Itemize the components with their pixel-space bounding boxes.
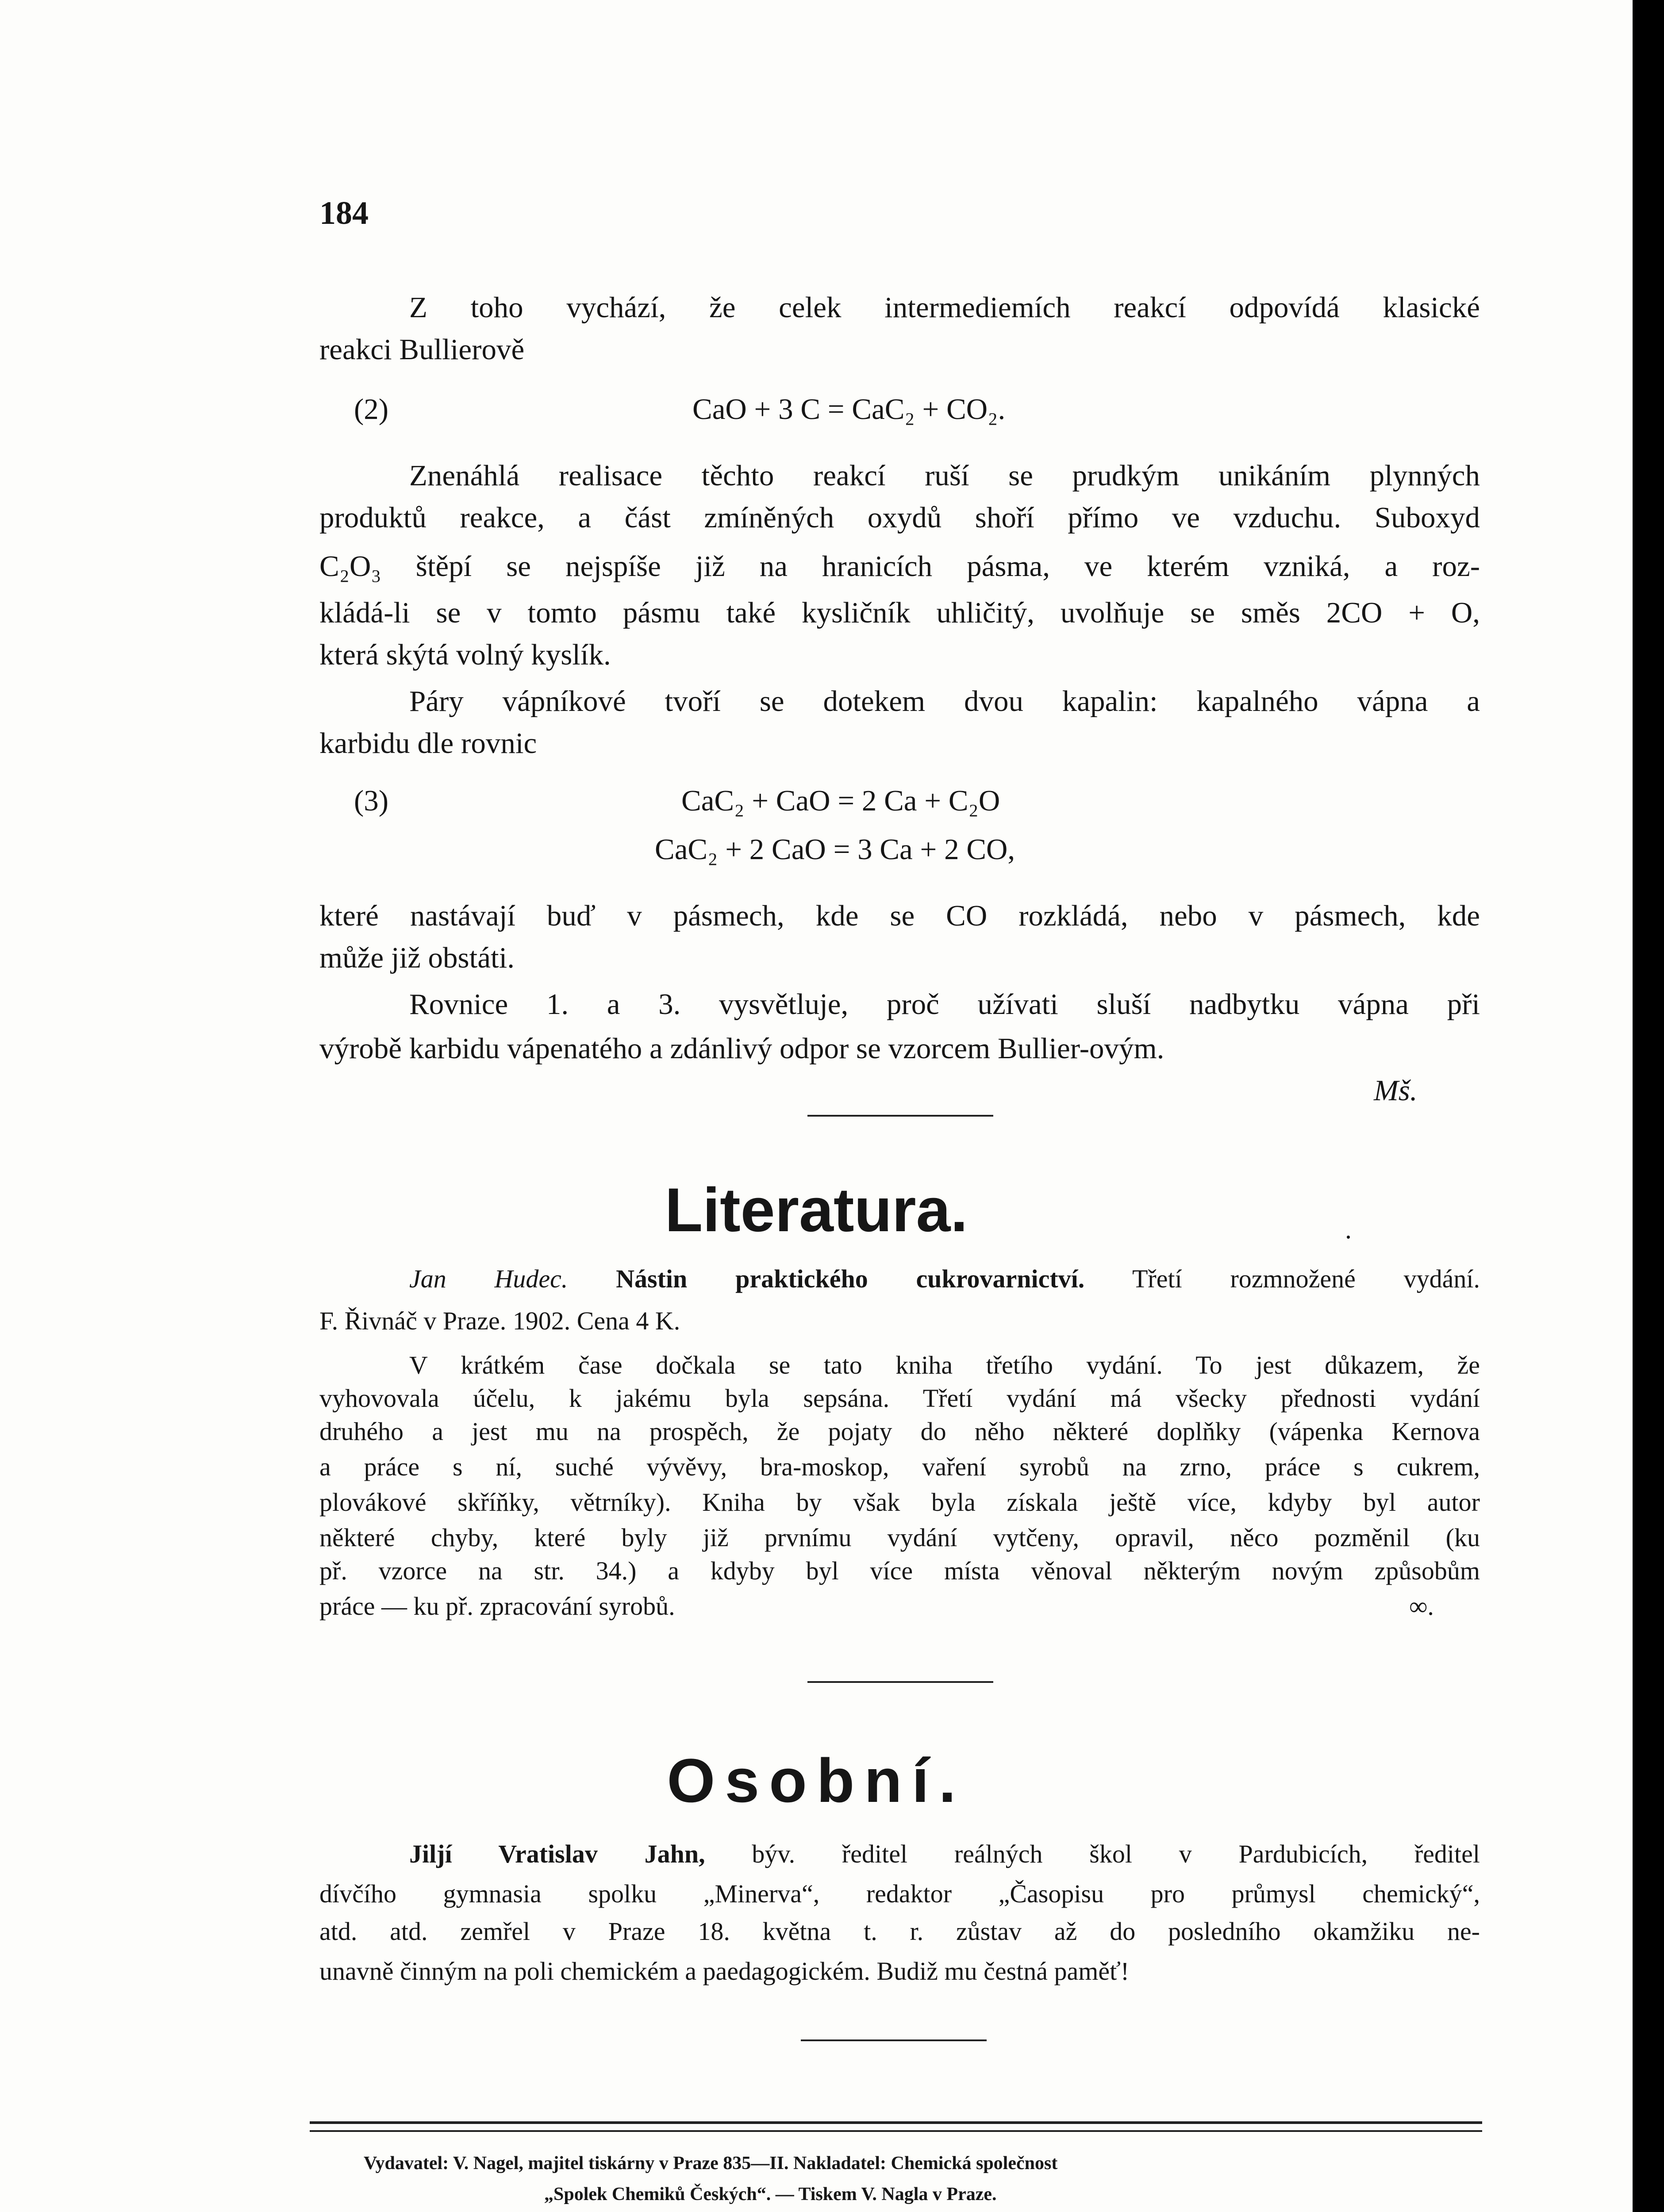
intro-line-2: reakci Bullierově (319, 333, 525, 366)
review-line-7: př. vzorce na str. 34.) a kdyby byl více místa věnoval některým novým způsobům (319, 1556, 1480, 1585)
divider (807, 1681, 993, 1683)
para5-line-1: Rovnice 1. a 3. vysvětluje, proč užívati sluší nadbytku vápna při (409, 988, 1480, 1021)
scan-edge-right (1633, 0, 1664, 2212)
review-line-3: druhého a jest mu na prospěch, že pojaty do něho některé doplňky (vápenka Kernova (319, 1417, 1480, 1446)
footer-rule-top (310, 2121, 1482, 2124)
signature-ms: Mš. (1374, 1074, 1418, 1107)
para2-line-1: Znenáhlá realisace těchto reakcí ruší se prudkým unikáním plynných (409, 459, 1480, 492)
equation-3-formula-2: CaC₂ + 2 CaO = 3 Ca + 2 CO, (655, 833, 1015, 866)
equation-2-label: (2) (354, 393, 389, 426)
book-author: Jan Hudec. (409, 1264, 568, 1293)
divider (801, 2039, 987, 2041)
equation-3-formula-1: CaC₂ + CaO = 2 Ca + C₂O (681, 784, 1000, 817)
equation-3-label: (3) (354, 784, 389, 817)
book-publisher: F. Řivnáč v Praze. 1902. Cena 4 K. (319, 1306, 680, 1335)
para3-line-1: Páry vápníkové tvoří se dotekem dvou kapalin: kapalného vápna a (409, 685, 1480, 718)
review-line-5: plovákové skříňky, větrníky). Kniha by však byla získala ještě více, kdyby byl autor (319, 1488, 1480, 1517)
osobni-line-1 (409, 1838, 1480, 1870)
review-line-4: a práce s ní, suché vývěvy, bra-moskop, vaření syrobů na zrno, práce s cukrem, (319, 1452, 1480, 1481)
imprint-line-1: Vydavatel: V. Nagel, majitel tiskárny v Praze 835—II. Nakladatel: Chemická společnost (364, 2153, 1058, 2174)
review-line-8: práce — ku př. zpracování syrobů. (319, 1592, 675, 1621)
para5-line-2: výrobě karbidu vápenatého a zdánlivý odpor se vzorcem Bullier-ovým. (319, 1032, 1164, 1065)
para2-line-2: produktů reakce, a část zmíněných oxydů shoří přímo ve vzduchu. Suboxyd (319, 501, 1480, 534)
imprint-line-2: „Spolek Chemiků Českých“. — Tiskem V. Nagla v Praze. (544, 2184, 997, 2204)
para4-line-2: může již obstáti. (319, 941, 515, 974)
equation-2-formula: CaO + 3 C = CaC₂ + CO₂. (692, 393, 1006, 426)
literatura-heading: Literatura. (665, 1175, 968, 1244)
review-line-6: některé chyby, které byly již prvnímu vydání vytčeny, opravil, něco pozměnil (ku (319, 1523, 1480, 1552)
book-title: Nástin praktického cukrovarnictví. (616, 1264, 1085, 1293)
book-edition: Třetí rozmnožené vydání. (1132, 1264, 1480, 1293)
osobni-heading: Osobní. (667, 1746, 966, 1815)
para3-line-2: karbidu dle rovnic (319, 727, 537, 760)
footer-rule-bottom (310, 2130, 1482, 2132)
stray-dot: . (1345, 1215, 1352, 1244)
divider (807, 1115, 993, 1117)
person-name: Jiljí Vratislav Jahn, (409, 1839, 705, 1868)
book-citation-line-1 (409, 1263, 1480, 1295)
osobni-text-1: býv. ředitel reálných škol v Pardubicích, ředitel (752, 1839, 1480, 1868)
osobni-line-2: dívčího gymnasia spolku „Minerva“, redaktor „Časopisu pro průmysl chemický“, (319, 1879, 1480, 1908)
page-number: 184 (319, 195, 369, 231)
para4-line-1: které nastávají buď v pásmech, kde se CO rozkládá, nebo v pásmech, kde (319, 899, 1480, 932)
intro-line-1: Z toho vychází, že celek intermediemích reakcí odpovídá klasické (409, 291, 1480, 324)
review-line-1: V krátkém čase dočkala se tato kniha třetího vydání. To jest důkazem, že (409, 1351, 1480, 1379)
para2-line-3: C₂O₃ štěpí se nejspíše již na hranicích pásma, ve kterém vzniká, a roz- (319, 550, 1480, 583)
review-signature: ∞. (1409, 1592, 1434, 1621)
review-line-2: vyhovovala účelu, k jakému byla sepsána. Třetí vydání má všecky přednosti vydání (319, 1384, 1480, 1413)
para2-line-5: která skýtá volný kyslík. (319, 638, 611, 671)
osobni-line-4: unavně činným na poli chemickém a paedagogickém. Budiž mu čestná paměť! (319, 1957, 1130, 1985)
para2-line-4: kládá-li se v tomto pásmu také kysličník uhličitý, uvolňuje se směs 2CO + O, (319, 596, 1480, 629)
osobni-line-3: atd. atd. zemřel v Praze 18. května t. r. zůstav až do posledního okamžiku ne- (319, 1917, 1480, 1946)
